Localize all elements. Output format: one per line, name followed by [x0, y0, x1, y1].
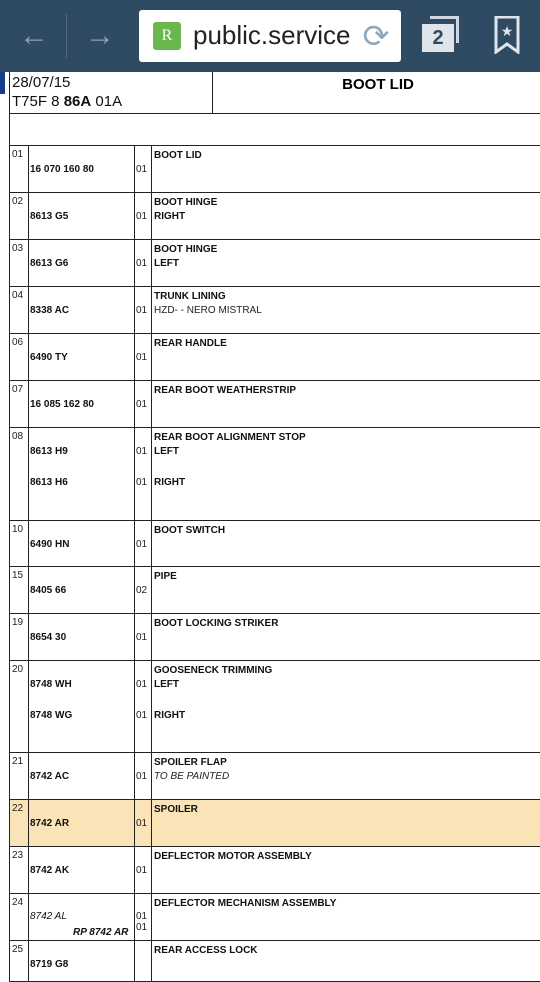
- blank-row: [10, 114, 540, 146]
- table-row: [10, 287, 540, 334]
- part-variant: LEFT: [154, 446, 179, 457]
- quantity: 01: [136, 305, 148, 316]
- description-cell: [152, 753, 540, 799]
- quantity-cell: [135, 800, 152, 846]
- part-variant: LEFT: [154, 258, 179, 269]
- part-variant: LEFT: [154, 679, 179, 690]
- item-number: 19: [12, 617, 24, 628]
- description-cell: [152, 800, 540, 846]
- part-description: PIPE: [154, 571, 177, 582]
- part-description: REAR BOOT ALIGNMENT STOP: [154, 432, 306, 443]
- ref-cell: [10, 567, 29, 613]
- back-arrow-icon[interactable]: ←: [19, 19, 49, 52]
- part-number: 8742 AR: [30, 818, 70, 829]
- part-number-cell: [29, 240, 135, 286]
- part-variant: RIGHT: [154, 477, 186, 488]
- quantity: 01: [136, 164, 148, 175]
- item-number: 06: [12, 337, 24, 348]
- part-number-cell: [29, 661, 135, 752]
- ref-cell: [10, 287, 29, 333]
- table-row: [10, 521, 540, 567]
- quantity-cell: [135, 334, 152, 380]
- item-number: 15: [12, 570, 24, 581]
- quantity: 01: [136, 922, 148, 933]
- part-number-cell: [29, 193, 135, 239]
- ref-cell: [10, 753, 29, 799]
- document-title: BOOT LID: [342, 76, 414, 93]
- quantity: 02: [136, 585, 148, 596]
- description-cell: [152, 894, 540, 940]
- quantity: 01: [136, 258, 148, 269]
- item-number: 24: [12, 897, 24, 908]
- part-variant: TO BE PAINTED: [154, 771, 230, 782]
- document-date: 28/07/15: [12, 74, 71, 91]
- part-number-cell: [29, 428, 135, 520]
- part-description: BOOT LID: [154, 150, 202, 161]
- ref-cell: [10, 614, 29, 660]
- table-row: [10, 334, 540, 381]
- quantity-cell: [135, 753, 152, 799]
- part-number-cell: [29, 567, 135, 613]
- tab-count: 2: [422, 24, 454, 52]
- part-number: 8338 AC: [30, 305, 70, 316]
- quantity: 01: [136, 446, 148, 457]
- ref-cell: [10, 240, 29, 286]
- item-number: 21: [12, 756, 24, 767]
- description-cell: [152, 567, 540, 613]
- part-number-cell: [29, 800, 135, 846]
- part-number: 16 070 160 80: [30, 164, 94, 175]
- ref-cell: [10, 894, 29, 940]
- part-number: 8654 30: [30, 632, 67, 643]
- table-row: [10, 941, 540, 982]
- ref-cell: [10, 146, 29, 192]
- part-number-cell: [29, 521, 135, 566]
- quantity-cell: [135, 661, 152, 752]
- scroll-indicator: [0, 72, 5, 94]
- document-reference: [12, 93, 122, 110]
- description-cell: [152, 847, 540, 893]
- ref-cell: [10, 800, 29, 846]
- ref-cell: [10, 521, 29, 566]
- part-description: DEFLECTOR MECHANISM ASSEMBLY: [154, 898, 337, 909]
- part-variant: HZD- - NERO MISTRAL: [154, 305, 262, 316]
- ref-cell: [10, 428, 29, 520]
- description-cell: [152, 334, 540, 380]
- table-row: [10, 567, 540, 614]
- address-bar[interactable]: [139, 10, 401, 62]
- ref-group: 86A: [63, 93, 92, 110]
- description-cell: [152, 614, 540, 660]
- part-number: 8748 WG: [30, 710, 73, 721]
- part-description: TRUNK LINING: [154, 291, 226, 302]
- description-cell: [152, 661, 540, 752]
- part-number: 6490 TY: [30, 352, 68, 363]
- table-row: [10, 193, 540, 240]
- item-number: 02: [12, 196, 24, 207]
- item-number: 22: [12, 803, 24, 814]
- item-number: 03: [12, 243, 24, 254]
- ref-cell: [10, 661, 29, 752]
- parts-document: [9, 72, 540, 982]
- url-text[interactable]: public.service: [193, 20, 351, 50]
- part-number-cell: [29, 753, 135, 799]
- item-number: 01: [12, 149, 24, 160]
- ref-cell: [10, 334, 29, 380]
- quantity-cell: [135, 146, 152, 192]
- quantity: 01: [136, 352, 148, 363]
- part-number: 8719 G8: [30, 959, 69, 970]
- part-number-cell: [29, 847, 135, 893]
- quantity: 01: [136, 399, 148, 410]
- part-number: RP 8742 AR: [73, 927, 129, 938]
- quantity-cell: [135, 240, 152, 286]
- description-cell: [152, 521, 540, 566]
- quantity: 01: [136, 818, 148, 829]
- quantity: 01: [136, 211, 148, 222]
- ref-cell: [10, 381, 29, 427]
- part-number-cell: [29, 334, 135, 380]
- quantity-cell: [135, 287, 152, 333]
- site-favicon-icon: R: [153, 22, 181, 50]
- part-number: 8405 66: [30, 585, 67, 596]
- item-number: 25: [12, 944, 24, 955]
- table-row: [10, 800, 540, 847]
- quantity-cell: [135, 894, 152, 940]
- description-cell: [152, 941, 540, 981]
- part-description: REAR BOOT WEATHERSTRIP: [154, 385, 297, 396]
- part-description: BOOT LOCKING STRIKER: [154, 618, 279, 629]
- quantity-cell: [135, 521, 152, 566]
- table-row: [10, 894, 540, 941]
- item-number: 20: [12, 664, 24, 675]
- description-cell: [152, 381, 540, 427]
- part-description: SPOILER FLAP: [154, 757, 227, 768]
- part-number: 8748 WH: [30, 679, 72, 690]
- part-number-cell: [29, 381, 135, 427]
- part-description: GOOSENECK TRIMMING: [154, 665, 273, 676]
- description-cell: [152, 240, 540, 286]
- bookmark-star: ★: [500, 24, 514, 40]
- item-number: 23: [12, 850, 24, 861]
- part-number: 8613 G5: [30, 211, 69, 222]
- forward-arrow-icon[interactable]: →: [85, 19, 115, 52]
- description-cell: [152, 146, 540, 192]
- item-number: 10: [12, 524, 24, 535]
- ref-suffix: 01A: [91, 93, 123, 110]
- browser-toolbar: [0, 0, 540, 72]
- quantity-cell: [135, 381, 152, 427]
- quantity: 01: [136, 710, 148, 721]
- ref-cell: [10, 941, 29, 981]
- part-description: BOOT SWITCH: [154, 525, 226, 536]
- quantity: 01: [136, 771, 148, 782]
- ref-cell: [10, 193, 29, 239]
- part-number-cell: [29, 894, 135, 940]
- part-number: 16 085 162 80: [30, 399, 94, 410]
- description-cell: [152, 428, 540, 520]
- ref-prefix: T75F 8: [12, 93, 64, 110]
- quantity-cell: [135, 847, 152, 893]
- quantity-cell: [135, 614, 152, 660]
- toolbar-divider: [66, 14, 67, 58]
- part-number: 8613 H6: [30, 477, 68, 488]
- part-number-cell: [29, 287, 135, 333]
- part-description: REAR HANDLE: [154, 338, 227, 349]
- quantity-cell: [135, 941, 152, 981]
- quantity-cell: [135, 567, 152, 613]
- part-number: 8742 AK: [30, 865, 70, 876]
- reload-icon[interactable]: ⟳: [357, 18, 395, 54]
- quantity: 01: [136, 539, 148, 550]
- table-row: [10, 240, 540, 287]
- bookmark-icon[interactable]: [494, 16, 520, 54]
- part-description: BOOT HINGE: [154, 197, 218, 208]
- quantity: 01: [136, 865, 148, 876]
- table-row: [10, 753, 540, 800]
- item-number: 04: [12, 290, 24, 301]
- part-number: 8613 H9: [30, 446, 68, 457]
- table-row: [10, 381, 540, 428]
- quantity: 01: [136, 911, 148, 922]
- part-number: 6490 HN: [30, 539, 70, 550]
- part-description: DEFLECTOR MOTOR ASSEMBLY: [154, 851, 312, 862]
- part-number: 8742 AC: [30, 771, 70, 782]
- part-number-cell: [29, 146, 135, 192]
- description-cell: [152, 287, 540, 333]
- item-number: 08: [12, 431, 24, 442]
- quantity: 01: [136, 632, 148, 643]
- table-row: [10, 614, 540, 661]
- table-row: [10, 146, 540, 193]
- part-description: BOOT HINGE: [154, 244, 218, 255]
- quantity-cell: [135, 193, 152, 239]
- item-number: 07: [12, 384, 24, 395]
- part-number: 8742 AL: [30, 911, 67, 922]
- document-header: [10, 72, 540, 114]
- parts-table: [10, 146, 540, 982]
- part-variant: RIGHT: [154, 211, 186, 222]
- part-variant: RIGHT: [154, 710, 186, 721]
- table-row: [10, 428, 540, 521]
- table-row: [10, 661, 540, 753]
- tabs-button[interactable]: [420, 16, 464, 56]
- description-cell: [152, 193, 540, 239]
- part-number-cell: [29, 614, 135, 660]
- part-number: 8613 G6: [30, 258, 69, 269]
- part-description: SPOILER: [154, 804, 198, 815]
- ref-cell: [10, 847, 29, 893]
- quantity: 01: [136, 679, 148, 690]
- table-row: [10, 847, 540, 894]
- part-number-cell: [29, 941, 135, 981]
- quantity-cell: [135, 428, 152, 520]
- quantity: 01: [136, 477, 148, 488]
- part-description: REAR ACCESS LOCK: [154, 945, 258, 956]
